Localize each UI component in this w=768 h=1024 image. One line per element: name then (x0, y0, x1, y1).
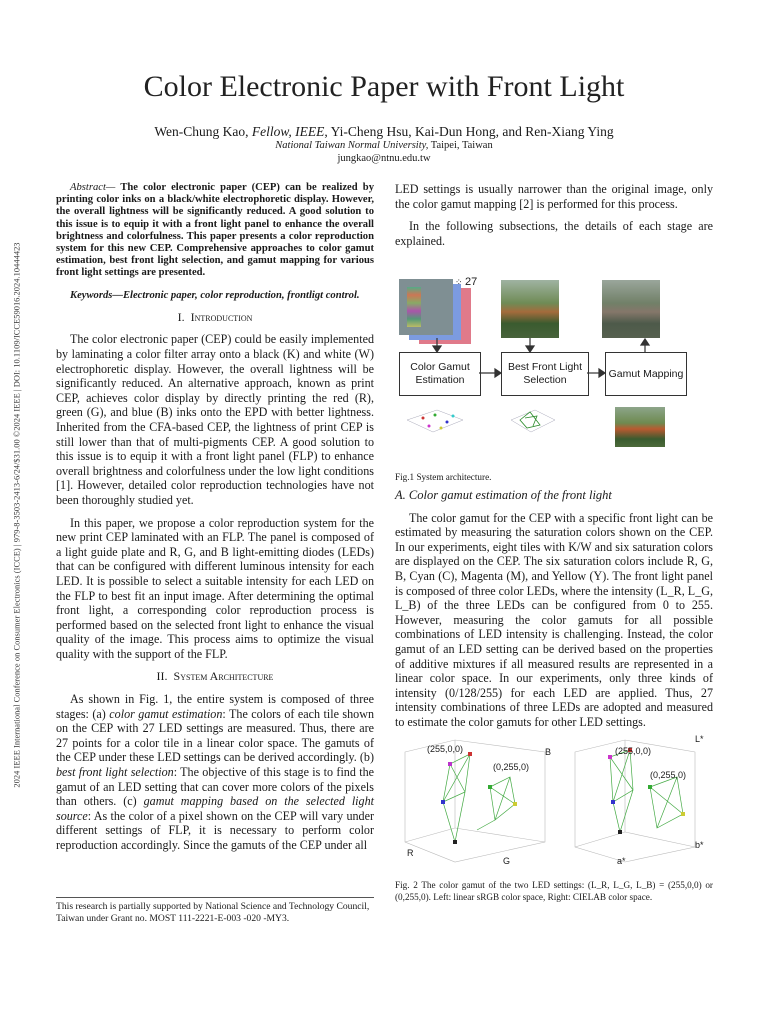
arch-text-2: : The colors of each tile shown on the CEP with 27 LED settings are measured. Thus, there are 27 points for a color tile in a linear color space. The gamuts of the CEP under these LED settings can be derived accordingly. (b) (56, 706, 374, 765)
subsection-a-heading: A. Color gamut estimation of the front light (395, 488, 612, 502)
left-column (56, 182, 374, 861)
fig2-right-axis-b: b* (695, 840, 704, 850)
keywords: Keywords—Electronic paper, color reproduction, frontligt control. (70, 289, 360, 301)
fig2-left-axis-r: R (407, 848, 414, 858)
abstract-text: The color electronic paper (CEP) can be realized by printing color inks on a black/white electrophoretic display. However, the overall lightness will be significantly reduced. A good solution to this issue is to equip it with a front light panel to enhance the overall brightness and colorfulness. This paper presents a color reproduction system for this new CEP. Comprehensive approaches to color gamut estimation, best front light selection, and gamut mapping for various front light settings are presented. (56, 182, 374, 279)
box-gamut-mapping: Gamut Mapping (605, 352, 687, 396)
affiliation-place: Taipei, Taiwan (428, 140, 493, 151)
intro-paragraph-1: The color electronic paper (CEP) could be easily implemented by laminating a color filter array onto a black (K) and white (W) electrophoretic display. However, the overall lightness will be significantly reduced. An alternative approach, known as print CEP, achieves color display by directly printing the red (R), green (G), and blue (B) inks onto the EPD with better lightness. Inherited from the CFA-based CEP, the lightness of print CEP is still lower than that of multi-pigments CEP. A good solution to this issue is to equip it with a front light panel (FLP) to enhance overall brightness and colorfulness under the low light conditions [1]. However, detailed color reproduction technologies have not been thoroughly studied yet. (56, 332, 374, 507)
fig2-left-label-red: (255,0,0) (427, 744, 464, 754)
author-rest: , Yi-Cheng Hsu, Kai-Dun Hong, and Ren-Xiang Ying (324, 124, 614, 139)
author-1-role: Fellow, IEEE (251, 124, 325, 139)
figure-1 (395, 270, 713, 482)
tile-count-label: ⁘ 27 (455, 276, 478, 288)
right-column-top (395, 182, 713, 256)
abstract-label: Abstract— (70, 182, 116, 193)
author-line (0, 124, 768, 140)
figure-1-arrows (395, 270, 713, 470)
figure-2 (395, 732, 713, 872)
fig2-right-label-green: (0,255,0) (650, 770, 687, 780)
arch-text-1: As shown in Fig. 1, the entire system is composed of three stages: (a) (56, 692, 374, 721)
architecture-paragraph (56, 692, 374, 853)
affiliation (0, 140, 768, 151)
fig2-left-label-green: (0,255,0) (493, 762, 530, 772)
arch-italic-1: color gamut estimation (109, 706, 223, 721)
section-2-title: System Architecture (173, 669, 274, 684)
arch-italic-2: best front light selection (56, 765, 174, 780)
side-note-text: 2024 IEEE International Conference on Consumer Electronics (ICCE) | 979-8-3503-2413-6/24/$31.00 ©2024 IEEE | DOI: 10.1109/ICCE59016.2024.10444423 (12, 242, 22, 788)
section-2-heading (56, 669, 374, 684)
section-2-number: II. (156, 669, 168, 684)
right-paragraph-2: In the following subsections, the details of each stage are explained. (395, 219, 713, 248)
fig2-right-label-red: (255,0,0) (615, 746, 652, 756)
author-email: jungkao@ntnu.edu.tw (337, 153, 431, 164)
author-1: Wen-Chung Kao, (154, 124, 252, 139)
side-doi-note (9, 180, 25, 850)
photo-mapped (615, 407, 665, 447)
tile-count: 27 (465, 276, 478, 288)
arch-italic-3: gamut mapping based on the selected light source (56, 794, 374, 823)
arch-text-3: : The objective of this stage is to find the gamut of an LED setting that can cover more colors of the pixels than others. (c) (56, 765, 374, 809)
section-1-number: I. (177, 309, 185, 324)
intro-paragraph-2: In this paper, we propose a color reproduction system for the new print CEP laminated with an FLP. The panel is composed of a light guide plate and R, G, and B light-emitting diodes (LEDs) that can be configured with different luminous intensity for each LED. It is possible to select a suitable intensity for each LED on the FLP to best fit an input image. After determining the optimal front light, a corresponding color reproduction process is performed based on the selected front light to enhance the visual quality of the image. This process aims to optimize the visual quality with the support of the FLP. (56, 515, 374, 661)
abstract (56, 182, 374, 280)
fig2-left-axis-g: G (503, 856, 511, 866)
figure-1-caption: Fig.1 System architecture. (395, 472, 492, 482)
fig2-right-axis-l: L* (695, 734, 704, 744)
right-column-section-a (395, 488, 713, 738)
figure-2-caption: Fig. 2 The color gamut of the two LED settings: (L_R, L_G, L_B) = (255,0,0) or (0,255,0). Left: linear sRGB color space, Right: CIELAB color space. (395, 880, 713, 902)
footnote: This research is partially supported by National Science and Technology Council, Taiwan under Grant no. MOST 111-2221-E-003 -020 -MY3. (56, 897, 374, 924)
fig2-left-axis-b: B (545, 747, 552, 757)
fig2-right-axis-a: a* (617, 856, 626, 866)
section-1-heading (56, 310, 374, 325)
box-color-gamut-estimation: Color Gamut Estimation (399, 352, 481, 396)
box-best-front-light-selection: Best Front Light Selection (501, 352, 589, 396)
affiliation-university: National Taiwan Normal University, (275, 140, 429, 151)
right-paragraph-1: LED settings is usually narrower than the original image, only the color gamut mapping [2] is performed for this process. (395, 182, 713, 211)
arch-text-4: : As the color of a pixel shown on the CEP will vary under different settings of FLP, it is necessary to perform color reproduction accordingly. Since the gamuts of the CEP under all (56, 808, 374, 853)
subsection-a-paragraph: The color gamut for the CEP with a specific front light can be estimated by measuring the saturation colors shown on the CEP. In our experiments, eight tiles with K/W and six saturation colors are displayed on the CEP. The six saturation colors include R, G, B, Cyan (C), Magenta (M), and Yellow (Y). The front light panel is composed of three color LEDs, where the intensity (L_R, L_G, L_B) of the three LEDs can be configured from 0 to 255. However, measuring the color gamuts for all possible combinations of LED intensity is challenging. Instead, the color gamut of an LED setting can be derived based on the properties of additive mixtures if all measured results are represented in a linear color space. In our experiments, only three kinds of intensity (0/128/255) for each LED are applied. Thus, 27 intensity combinations of three LEDs are adopted and measured to estimate the color gamuts for other LED settings. (395, 510, 713, 729)
section-1-title: Introduction (190, 309, 253, 324)
paper-title: Color Electronic Paper with Front Light (143, 70, 625, 103)
